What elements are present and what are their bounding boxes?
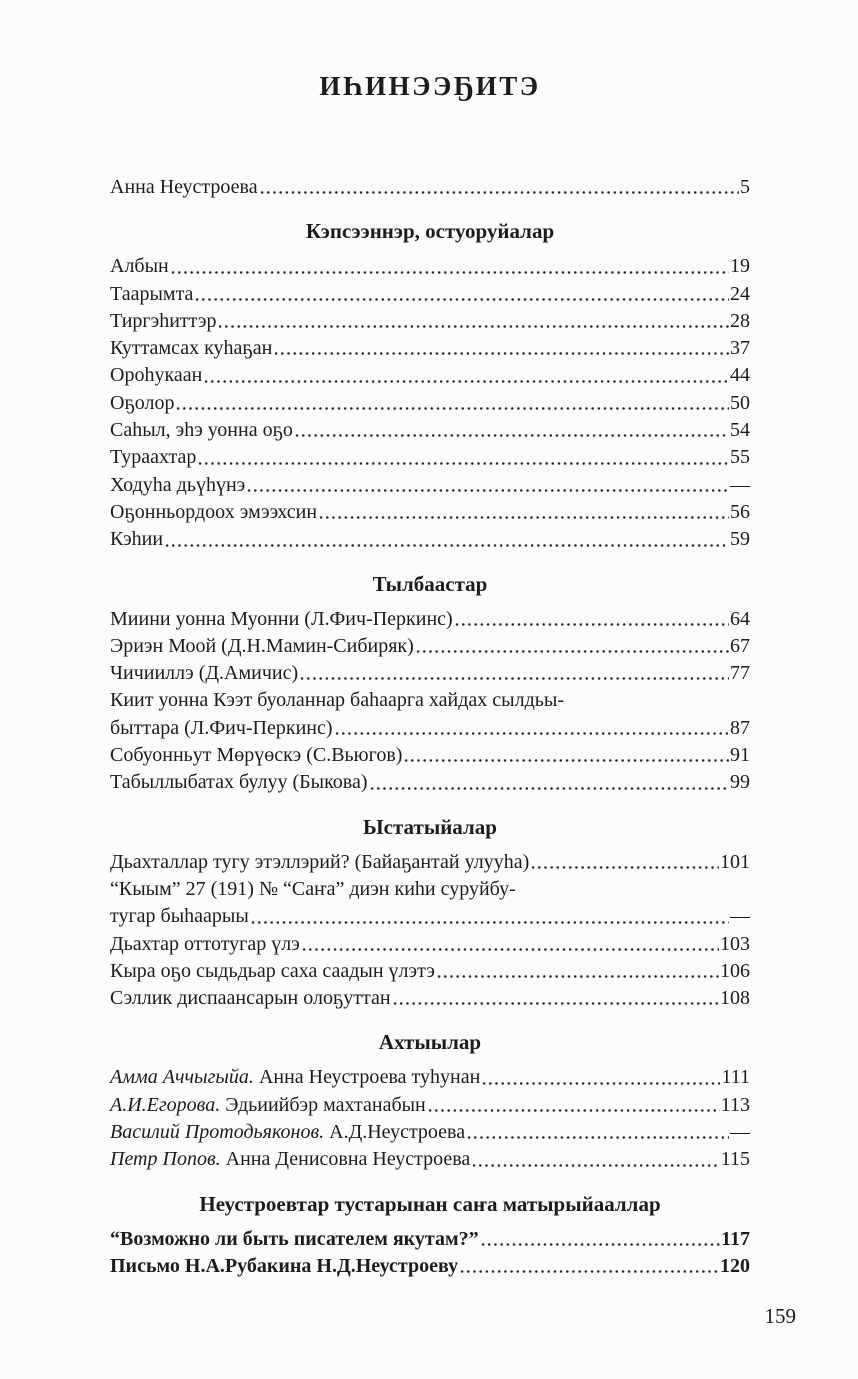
toc-entry-title: Таарымта [110, 282, 194, 305]
toc-entry-continuation: быттара (Л.Фич-Перкинс) [110, 716, 333, 739]
toc-entry-author: А.И.Егорова. [110, 1093, 221, 1116]
toc-entry-page: 56 [730, 500, 750, 523]
dot-leader [480, 1226, 721, 1253]
toc-entry-title: Анна Денисовна Неустроева [225, 1148, 471, 1171]
toc-entry [110, 742, 750, 769]
toc-entry [110, 308, 750, 335]
toc-entry-page: — [730, 473, 750, 496]
toc-entry-title: Ороһукаан [110, 364, 203, 387]
toc-entry-page: 24 [730, 282, 750, 305]
dot-leader [459, 1253, 719, 1280]
toc-entry-page: — [730, 1121, 750, 1144]
dot-leader [250, 903, 729, 930]
toc-entry [110, 633, 750, 660]
toc-entry-page: 37 [730, 337, 750, 360]
toc-entry-page: 28 [730, 309, 750, 332]
toc-entry-page: 108 [720, 987, 750, 1010]
toc-entry-page: 44 [730, 364, 750, 387]
toc-entry [110, 769, 750, 796]
toc-entry-title: Анна Неустроева [110, 176, 258, 198]
toc-entry [110, 281, 750, 308]
toc-entry-page: 50 [730, 391, 750, 414]
dot-leader [164, 526, 729, 553]
dot-leader [294, 417, 729, 444]
dot-leader [427, 1092, 720, 1119]
toc-entry-page: 115 [720, 1148, 750, 1171]
section-heading-new-materials: Неустроевтар тустарынан саҥа матырыйааллар [199, 1191, 661, 1216]
toc-entry [110, 499, 750, 526]
toc-entry-page: 91 [730, 744, 750, 767]
toc-entry [110, 335, 750, 362]
toc-entry-page: 117 [721, 1227, 750, 1250]
dot-leader [259, 174, 739, 201]
toc-entry-page: 67 [730, 634, 750, 657]
toc-entry [110, 849, 750, 876]
toc-entry-page: 59 [730, 528, 750, 551]
toc-entry-continuation: тугар быһаарыы [110, 905, 249, 928]
toc-entry-title: Эдьиийбэр махтанабын [225, 1093, 426, 1116]
toc-entry-page: 106 [720, 959, 750, 982]
toc-entry-title: Табыллыбатах булуу (Быкова) [110, 771, 368, 794]
toc-entry [110, 253, 750, 280]
dot-leader [454, 606, 729, 633]
toc-entry [110, 526, 750, 553]
toc-entry-author-and-title [110, 1119, 465, 1146]
toc-entry-page: 19 [730, 255, 750, 278]
dot-leader [415, 633, 729, 660]
toc-entry [110, 715, 750, 742]
dot-leader [466, 1119, 729, 1146]
toc-entry-title: Эриэн Моой (Д.Н.Мамин-Сибиряк) [110, 634, 414, 657]
toc-entry-title: Оҕонньордоох эмээхсин [110, 500, 318, 523]
toc-entry-title: Тураахтар [110, 446, 197, 469]
toc-entry-title: Куттамсах куһаҕан [110, 337, 273, 360]
toc-entry-author-and-title [110, 1064, 480, 1091]
toc-entry-title: Кэһии [110, 528, 164, 551]
toc-entry-title: Анна Неустроева туһунан [258, 1066, 481, 1089]
section-heading-memoirs: Ахтыылар [378, 1030, 482, 1055]
dot-leader [217, 308, 729, 335]
toc-entry [110, 417, 750, 444]
toc-entry-title: Дьахталлар тугу этэллэрий? (Байаҕантай улууһа) [110, 850, 530, 873]
dot-leader [246, 472, 729, 499]
toc-entry [110, 985, 750, 1012]
toc-entry-title: Оҕолор [110, 391, 175, 414]
dot-leader [203, 362, 729, 389]
toc-entry-page: 101 [720, 850, 750, 873]
toc-entry-title: Тиргэһиттэр [110, 309, 217, 332]
toc-entry-multiline [110, 687, 750, 742]
toc-entry-page: — [730, 905, 750, 928]
toc-entry-title: Кыра оҕо сыдьдьар саха саадын үлэтэ [110, 959, 435, 982]
toc-entry-page: 77 [730, 662, 750, 685]
section-heading-stories: Кэпсээннэр, остуоруйалар [305, 219, 555, 244]
page-number: 159 [764, 1304, 796, 1328]
toc-entry-page: 113 [720, 1093, 750, 1116]
toc-entry-multiline [110, 876, 750, 931]
toc-entry-title: Сэллик диспаансарын олоҕуттан [110, 987, 391, 1010]
toc-entry-page: 120 [720, 1254, 750, 1277]
toc-entry-title: А.Д.Неустроева [329, 1121, 466, 1144]
toc-entry-page: 55 [730, 446, 750, 469]
dot-leader [471, 1146, 719, 1173]
toc-entry-title: Албын [110, 255, 169, 278]
toc-entry-title: Дьахтар оттотугар үлэ [110, 932, 300, 955]
toc-entry-page: 99 [730, 771, 750, 794]
toc-entry-page: 54 [730, 419, 750, 442]
page-title: ИҺИНЭЭҔИТЭ [319, 71, 541, 101]
toc-entry [110, 931, 750, 958]
toc-entry [110, 1226, 750, 1253]
section-heading-translations: Тылбаастар [372, 571, 488, 596]
toc-entry [110, 472, 750, 499]
dot-leader [481, 1064, 720, 1091]
toc-entry-title-line1: Киит уонна Кээт буоланнар баһаарга хайдах сылдьы- [110, 689, 564, 712]
dot-leader [273, 335, 729, 362]
dot-leader [334, 715, 729, 742]
toc-entry [110, 1119, 750, 1146]
toc-entry-author-and-title [110, 1092, 426, 1119]
toc-entry-page: 64 [730, 607, 750, 630]
toc-entry [110, 1092, 750, 1119]
dot-leader [301, 931, 719, 958]
toc-entry-title: Миини уонна Муонни (Л.Фич-Перкинс) [110, 607, 453, 630]
toc-entry-title: Собуонньут Мөрүөскэ (С.Вьюгов) [110, 744, 403, 767]
toc-entry-title: Ходуһа дьүһүнэ [110, 473, 246, 496]
dot-leader [197, 444, 729, 471]
toc-entry [110, 1253, 750, 1280]
toc-entry-page: 87 [730, 716, 750, 739]
dot-leader [392, 985, 719, 1012]
dot-leader [299, 660, 729, 687]
toc-entry [110, 444, 750, 471]
toc-entry-author: Амма Аччыгыйа. [110, 1066, 254, 1089]
toc-entry [110, 1146, 750, 1173]
toc-entry-author: Петр Попов. [110, 1148, 221, 1171]
toc-entry [110, 903, 750, 930]
toc-entry [110, 958, 750, 985]
toc-entry-title-line1: “Кыым” 27 (191) № “Саҥа” диэн киһи суруйбу- [110, 877, 516, 900]
toc-entry [110, 606, 750, 633]
dot-leader [194, 281, 729, 308]
dot-leader [436, 958, 719, 985]
toc-entry [110, 174, 750, 201]
toc-entry-title: Чичииллэ (Д.Амичис) [110, 662, 299, 685]
dot-leader [369, 769, 729, 796]
toc-entry-title: Саһыл, эһэ уонна оҕо [110, 419, 293, 442]
dot-leader [530, 849, 719, 876]
dot-leader [170, 253, 729, 280]
dot-leader [175, 390, 729, 417]
toc-entry-title: “Возможно ли быть писателем якутам?” [110, 1227, 479, 1250]
toc-entry-page: 5 [740, 176, 750, 198]
toc-entry [110, 390, 750, 417]
toc-entry-page: 111 [721, 1066, 750, 1089]
section-heading-articles: Ыстатыйалар [363, 814, 497, 839]
toc-entry-title: Письмо Н.А.Рубакина Н.Д.Неустроеву [110, 1254, 459, 1277]
toc-entry [110, 362, 750, 389]
toc-entry-page: 103 [720, 932, 750, 955]
toc-entry-author-and-title [110, 1146, 470, 1173]
dot-leader [403, 742, 729, 769]
toc-entry [110, 1064, 750, 1091]
toc-entry [110, 660, 750, 687]
toc-entry-author: Василий Протодьяконов. [110, 1121, 325, 1144]
dot-leader [318, 499, 729, 526]
